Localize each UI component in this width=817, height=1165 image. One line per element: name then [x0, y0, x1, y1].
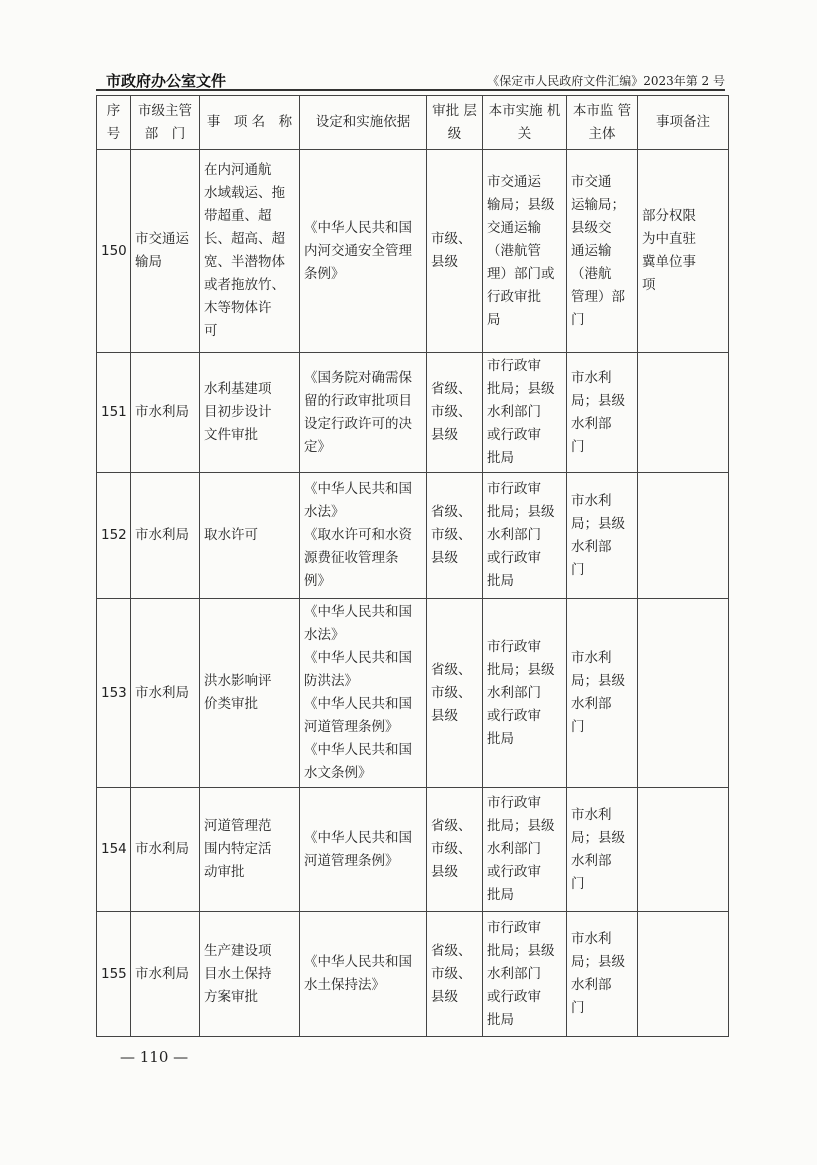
row-level: 省级、 市级、 县级 — [427, 473, 483, 599]
row-agency: 市行政审 批局；县级 水利部门 或行政审 批局 — [483, 912, 567, 1037]
row-remark — [638, 912, 729, 1037]
document-header-source: 《保定市人民政府文件汇编》2023年第 2 号 — [487, 74, 725, 88]
row-department: 市交通运 输局 — [131, 150, 200, 353]
col-header-supervisor: 本市监 管主体 — [567, 96, 638, 150]
row-department: 市水利局 — [131, 599, 200, 788]
header-rule — [96, 89, 725, 91]
row-number: 154 — [97, 788, 131, 912]
row-basis: 《中华人民共和国 水土保持法》 — [300, 912, 427, 1037]
row-supervisor: 市交通 运输局； 县级交 通运输 （港航 管理）部 门 — [567, 150, 638, 353]
row-remark — [638, 788, 729, 912]
row-number: 155 — [97, 912, 131, 1037]
row-level: 省级、 市级、 县级 — [427, 353, 483, 473]
row-supervisor: 市水利 局；县级 水利部 门 — [567, 599, 638, 788]
row-supervisor: 市水利 局；县级 水利部 门 — [567, 912, 638, 1037]
col-header-agency: 本市实施 机关 — [483, 96, 567, 150]
row-level: 省级、 市级、 县级 — [427, 912, 483, 1037]
row-supervisor: 市水利 局；县级 水利部 门 — [567, 788, 638, 912]
col-header-basis: 设定和实施依据 — [300, 96, 427, 150]
approval-items-table — [96, 95, 729, 1037]
row-remark — [638, 599, 729, 788]
col-header-remark: 事项备注 — [638, 96, 729, 150]
row-agency: 市行政审 批局；县级 水利部门 或行政审 批局 — [483, 599, 567, 788]
col-header-item-name: 事 项 名 称 — [200, 96, 300, 150]
row-number: 150 — [97, 150, 131, 353]
row-basis: 《中华人民共和国 内河交通安全管理 条例》 — [300, 150, 427, 353]
row-item-name: 河道管理范 围内特定活 动审批 — [200, 788, 300, 912]
table-row — [97, 150, 729, 353]
row-agency: 市行政审 批局；县级 水利部门 或行政审 批局 — [483, 353, 567, 473]
row-agency: 市行政审 批局；县级 水利部门 或行政审 批局 — [483, 473, 567, 599]
row-item-name: 取水许可 — [200, 473, 300, 599]
row-remark — [638, 353, 729, 473]
table-row — [97, 599, 729, 788]
row-basis: 《中华人民共和国 水法》 《取水许可和水资 源费征收管理条 例》 — [300, 473, 427, 599]
col-header-department: 市级主管 部 门 — [131, 96, 200, 150]
row-level: 省级、 市级、 县级 — [427, 599, 483, 788]
col-header-number: 序 号 — [97, 96, 131, 150]
row-basis: 《中华人民共和国 水法》 《中华人民共和国 防洪法》 《中华人民共和国 河道管理条例》 《中华人民共和国 水文条例》 — [300, 599, 427, 788]
row-supervisor: 市水利 局；县级 水利部 门 — [567, 473, 638, 599]
document-header-title: 市政府办公室文件 — [106, 72, 227, 90]
row-number: 152 — [97, 473, 131, 599]
row-department: 市水利局 — [131, 788, 200, 912]
row-remark: 部分权限 为中直驻 冀单位事 项 — [638, 150, 729, 353]
col-header-level: 审批 层级 — [427, 96, 483, 150]
row-basis: 《中华人民共和国 河道管理条例》 — [300, 788, 427, 912]
row-level: 省级、 市级、 县级 — [427, 788, 483, 912]
row-department: 市水利局 — [131, 353, 200, 473]
table-row — [97, 788, 729, 912]
row-agency: 市交通运 输局；县级 交通运输 （港航管 理）部门或 行政审批 局 — [483, 150, 567, 353]
table-row — [97, 473, 729, 599]
row-item-name: 在内河通航 水域载运、拖 带超重、超 长、超高、超 宽、半潜物体 或者拖放竹、 木等物体许 可 — [200, 150, 300, 353]
row-number: 151 — [97, 353, 131, 473]
row-level: 市级、 县级 — [427, 150, 483, 353]
table-row — [97, 353, 729, 473]
row-item-name: 生产建设项 目水土保持 方案审批 — [200, 912, 300, 1037]
row-item-name: 水利基建项 目初步设计 文件审批 — [200, 353, 300, 473]
row-department: 市水利局 — [131, 473, 200, 599]
row-basis: 《国务院对确需保 留的行政审批项目 设定行政许可的决 定》 — [300, 353, 427, 473]
row-agency: 市行政审 批局；县级 水利部门 或行政审 批局 — [483, 788, 567, 912]
row-department: 市水利局 — [131, 912, 200, 1037]
row-number: 153 — [97, 599, 131, 788]
row-supervisor: 市水利 局；县级 水利部 门 — [567, 353, 638, 473]
row-item-name: 洪水影响评 价类审批 — [200, 599, 300, 788]
table-header-row — [97, 96, 729, 150]
row-remark — [638, 473, 729, 599]
table-row — [97, 912, 729, 1037]
page-number: — 110 — — [120, 1048, 189, 1066]
